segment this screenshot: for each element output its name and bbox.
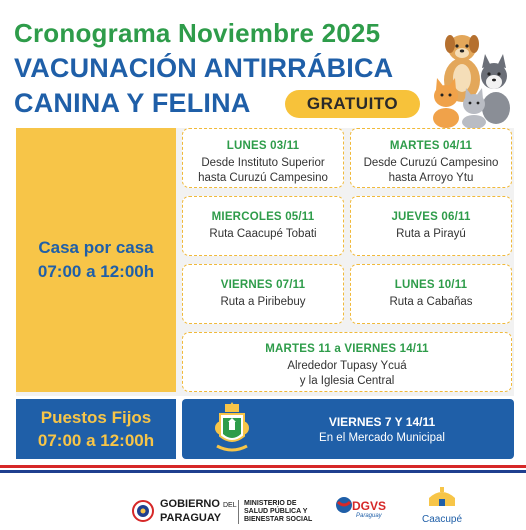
- ministry-name: MINISTERIO DE SALUD PÚBLICA Y BIENESTAR SOCIAL: [238, 500, 312, 524]
- card-day: JUEVES 06/11: [391, 211, 471, 223]
- mode-title: Casa por casa: [38, 238, 154, 257]
- fixed-location: En el Mercado Municipal: [319, 432, 445, 444]
- header: [0, 0, 526, 125]
- mode-hours: 07:00 a 12:00h: [37, 262, 155, 281]
- basilica-icon: [425, 486, 459, 508]
- fixed-points-label: [16, 399, 176, 459]
- card-desc: Desde Curuzú Campesino hasta Arroyo Ytu: [363, 157, 499, 184]
- schedule-card-lunes-10: [350, 264, 512, 324]
- fixed-mode-hours: 07:00 a 12:00h: [37, 431, 155, 450]
- fixed-day: VIERNES 7 Y 14/11: [328, 415, 436, 429]
- free-badge: GRATUITO: [285, 90, 420, 118]
- card-desc: Ruta a Cabañas: [389, 296, 473, 308]
- pets-illustration-icon: [428, 34, 524, 128]
- card-day: VIERNES 07/11: [220, 279, 306, 291]
- card-day: LUNES 03/11: [226, 140, 300, 152]
- paraguay-flag-stripe: [0, 465, 526, 475]
- house-to-house-label: [16, 128, 176, 392]
- card-desc: Alrededor Tupasy Ycuá y la Iglesia Central: [287, 360, 407, 387]
- caacupe-municipality-logo: Caacupé: [414, 486, 470, 525]
- card-day: MIERCOLES 05/11: [211, 211, 315, 223]
- schedule-card-jueves-06: [350, 196, 512, 256]
- title-month: Cronograma Noviembre 2025: [14, 18, 381, 48]
- dgvs-logo: DGVS Paraguay: [334, 496, 354, 523]
- schedule-card-viernes-07: [182, 264, 344, 324]
- card-desc: Ruta Caacupé Tobati: [209, 228, 317, 240]
- schedule-card-miercoles-05: [182, 196, 344, 256]
- title-species: CANINA Y FELINA: [14, 88, 251, 118]
- card-desc: Ruta a Pirayú: [396, 228, 466, 240]
- government-logo: [132, 498, 237, 524]
- card-desc: Ruta a Piribebuy: [220, 296, 306, 308]
- fixed-points-card: [182, 399, 514, 459]
- government-seal-icon: [132, 500, 154, 522]
- footer-logos: [0, 478, 526, 530]
- fixed-points-section: [16, 399, 514, 459]
- municipal-coat-of-arms-icon: [212, 402, 252, 456]
- card-desc: Desde Instituto Superior hasta Curuzú Campesino: [198, 157, 328, 184]
- schedule-card-martes-11-viernes-14: [182, 332, 512, 392]
- house-to-house-schedule: [16, 128, 514, 396]
- schedule-card-lunes-03: [182, 128, 344, 188]
- schedule-card-martes-04: [350, 128, 512, 188]
- fixed-mode-title: Puestos Fijos: [40, 408, 152, 427]
- card-day: LUNES 10/11: [394, 279, 468, 291]
- government-name: GOBIERNO DEL PARAGUAY: [160, 498, 237, 524]
- card-day: MARTES 11 a VIERNES 14/11: [265, 343, 429, 355]
- dgvs-shield-icon: [334, 496, 354, 518]
- title-vaccination: VACUNACIÓN ANTIRRÁBICA: [14, 53, 394, 83]
- card-day: MARTES 04/11: [389, 140, 473, 152]
